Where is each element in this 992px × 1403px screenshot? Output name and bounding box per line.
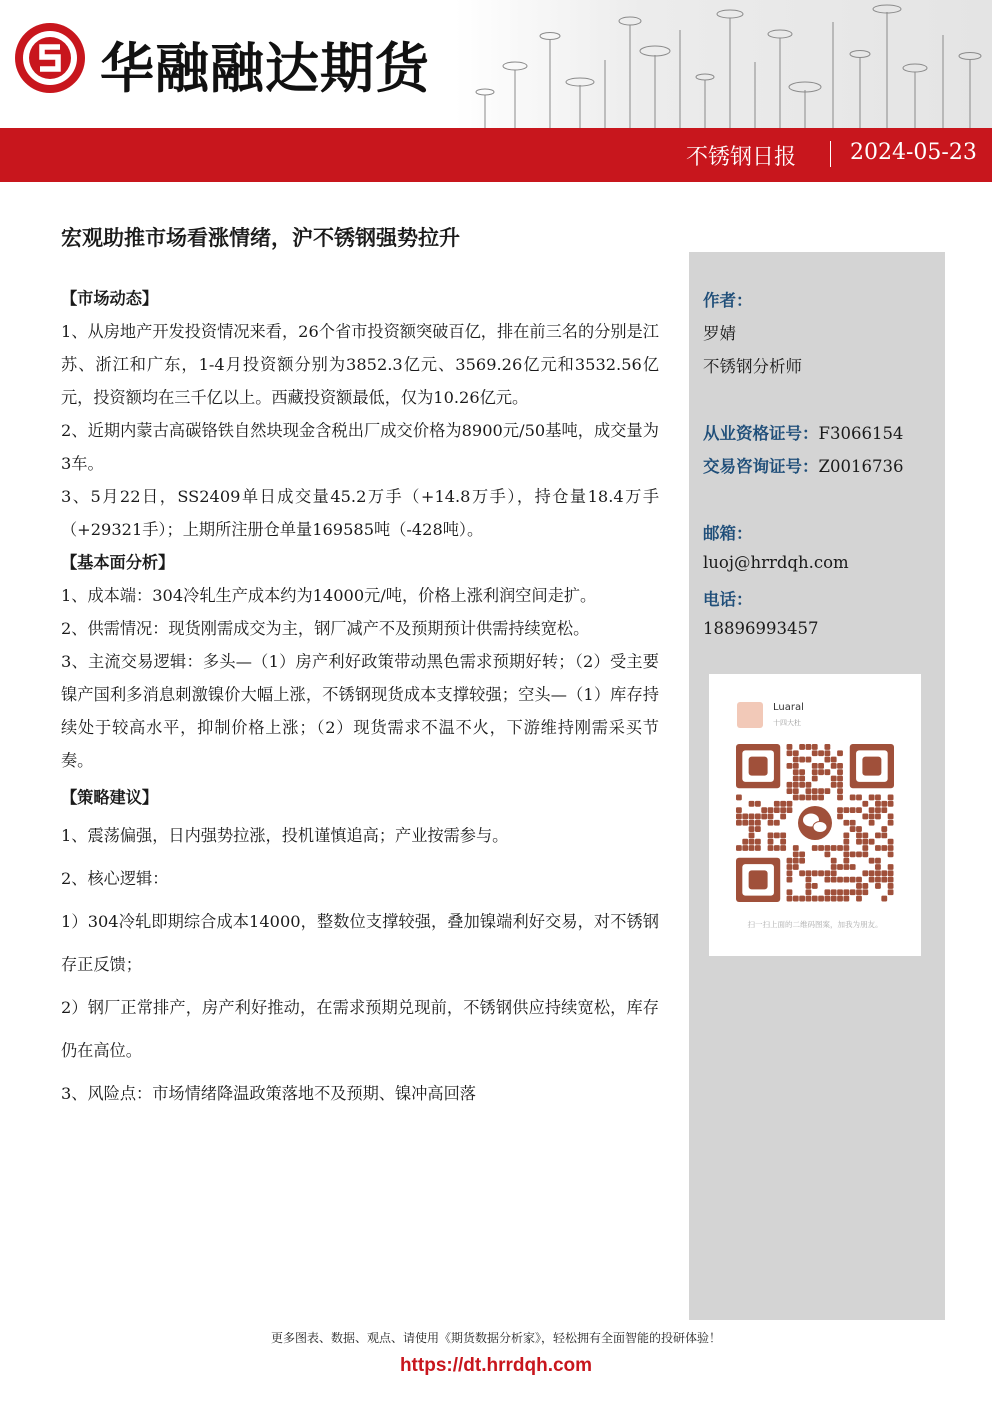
company-name: 华融融达期货	[100, 37, 430, 100]
strategy-paragraph: 2、核心逻辑：	[61, 869, 169, 888]
consult-number: Z0016736	[818, 457, 904, 476]
author-label: 作者：	[703, 291, 753, 310]
report-type: 不锈钢日报	[685, 145, 796, 170]
license-number: F3066154	[818, 424, 904, 443]
qr-hint-text: 扫一扫上面的二维码图案，加我为朋友。	[747, 920, 883, 929]
fundamental-paragraph: 2、供需情况：现货刚需成交为主，钢厂减产不及预期预计供需持续宽松。	[61, 619, 590, 638]
main-content	[61, 282, 659, 1115]
qr-code-icon	[736, 744, 894, 902]
phone-number: 18896993457	[703, 619, 819, 638]
qr-account-subtitle: 十四大杜	[773, 719, 801, 727]
strategy-paragraph: 3、风险点：市场情绪降温政策落地不及预期、镍冲高回落	[61, 1084, 476, 1103]
footer-note: 更多图表、数据、观点、请使用《期货数据分析家》，轻松拥有全面智能的投研体验！	[270, 1331, 721, 1345]
wechat-qr-card	[709, 674, 921, 956]
author-role: 不锈钢分析师	[703, 357, 802, 376]
company-logo-icon	[12, 20, 88, 96]
report-date: 2024-05-23	[850, 140, 977, 165]
phone-label: 电话：	[703, 590, 753, 609]
section-title-strategy: 【策略建议】	[61, 788, 159, 807]
fundamental-paragraph: 3、主流交易逻辑：多头—（1）房产利好政策带动黑色需求预期好转；（2）受主要镍产国利多消息刺激镍价大幅上涨，不锈钢现货成本支撑较强；空头—（1）库存持续处于较高水平，抑制价格上涨；（2）现货需求不温不火，下游维持刚需采买节奏。	[61, 652, 659, 770]
strategy-paragraph: 2）钢厂正常排产，房产利好推动，在需求预期兑现前，不锈钢供应持续宽松，库存仍在高位。	[61, 998, 659, 1060]
email-label: 邮箱：	[703, 524, 753, 543]
report-headline: 宏观助推市场看涨情绪，沪不锈钢强势拉升	[61, 226, 460, 250]
page-header	[0, 0, 992, 128]
license-label: 从业资格证号：	[703, 424, 819, 443]
consult-line	[703, 453, 903, 477]
market-paragraph: 3、5月22日，SS2409单日成交量45.2万手（+14.8万手），持仓量18.4万手（+29321手）；上期所注册仓单量169585吨（-428吨）。	[61, 487, 660, 539]
section-title-market: 【市场动态】	[61, 289, 159, 308]
market-paragraph: 1、从房地产开发投资情况来看，26个省市投资额突破百亿，排在前三名的分别是江苏、浙江和广东，1-4月投资额分别为3852.3亿元、3569.26亿元和3532.56亿元，投资额均在三千亿以上。西藏投资额最低，仅为10.26亿元。	[61, 322, 659, 407]
qr-account-name: Luaral	[773, 702, 804, 713]
market-paragraph: 2、近期内蒙古高碳铬铁自然块现金含税出厂成交价格为8900元/50基吨，成交量为3车。	[61, 421, 659, 473]
author-name: 罗婧	[703, 324, 736, 343]
email-link[interactable]: luoj@hrrdqh.com	[703, 553, 849, 572]
title-divider	[830, 141, 831, 167]
strategy-paragraph: 1）304冷轧即期综合成本14000，整数位支撑较强，叠加镍端利好交易，对不锈钢存正反馈；	[61, 912, 659, 974]
section-title-fundamental: 【基本面分析】	[61, 553, 175, 572]
report-title-bar	[0, 128, 992, 182]
decorative-lines-graphic	[455, 0, 992, 128]
consult-label: 交易咨询证号：	[703, 457, 819, 476]
fundamental-paragraph: 1、成本端：304冷轧生产成本约为14000元/吨，价格上涨利润空间走扩。	[61, 586, 597, 605]
license-line	[703, 420, 903, 444]
avatar	[737, 702, 763, 728]
strategy-paragraph: 1、震荡偏强，日内强势拉涨，投机谨慎追高；产业按需参与。	[61, 826, 509, 845]
footer-url-link[interactable]: https://dt.hrrdqh.com	[399, 1355, 593, 1376]
